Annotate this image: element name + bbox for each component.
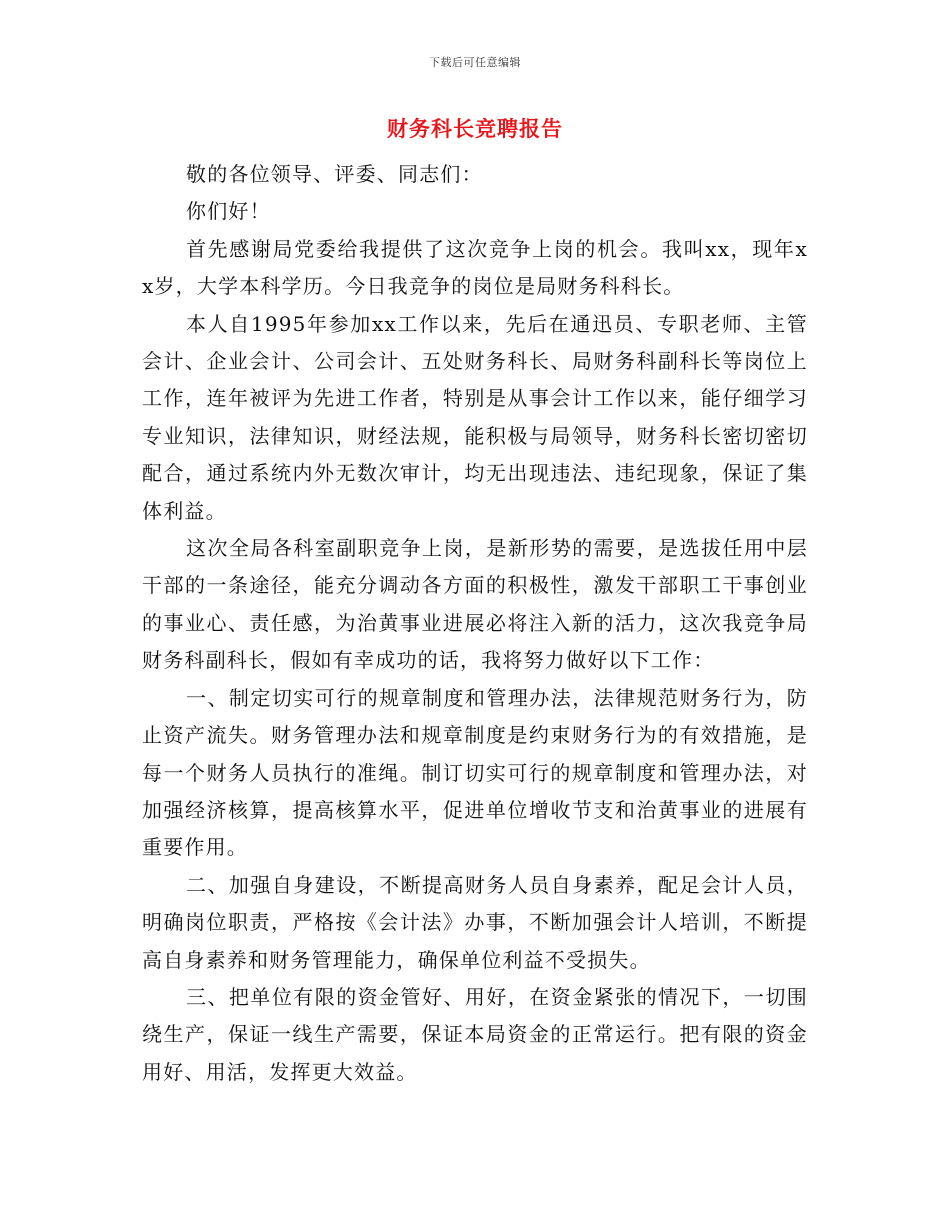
document-body <box>142 156 808 1091</box>
paragraph-plan-item-3: 三、把单位有限的资金管好、用好，在资金紧张的情况下，一切围绕生产，保证一线生产需要，保证本局资金的正常运行。把有限的资金用好、用活，发挥更大效益。 <box>142 984 808 1084</box>
paragraph-introduction: 首先感谢局党委给我提供了这次竞争上岗的机会。我叫xx，现年xx岁，大学本科学历。今日我竞争的岗位是局财务科科长。 <box>142 236 808 299</box>
document-title: 财务科长竞聘报告 <box>387 116 563 141</box>
paragraph-competition-purpose: 这次全局各科室副职竞争上岗，是新形势的需要，是选拔任用中层干部的一条途径，能充分调动各方面的积极性，激发干部职工干事创业的事业心、责任感，为治黄事业进展必将注入新的活力，这次我竞争局财务科副科长，假如有幸成功的话，我将努力做好以下工作： <box>142 536 808 673</box>
paragraph-plan-item-2: 二、加强自身建设，不断提高财务人员自身素养，配足会计人员，明确岗位职责，严格按《会计法》办事，不断加强会计人培训，不断提高自身素养和财务管理能力，确保单位利益不受损失。 <box>142 872 808 972</box>
paragraph-work-history: 本人自1995年参加xx工作以来，先后在通迅员、专职老师、主管会计、企业会计、公司会计、五处财务科长、局财务科副科长等岗位上工作，连年被评为先进工作者，特别是从事会计工作以来，能仔细学习专业知识，法律知识，财经法规，能积极与局领导，财务科长密切密切配合，通过系统内外无数次审计，均无出现违法、违纪现象，保证了集体利益。 <box>142 311 808 523</box>
header-note: 下载后可任意编辑 <box>429 56 521 69</box>
greeting: 你们好！ <box>186 199 271 224</box>
salutation: 敬的各位领导、评委、同志们： <box>186 162 483 186</box>
paragraph-plan-item-1: 一、制定切实可行的规章制度和管理办法，法律规范财务行为，防止资产流失。财务管理办法和规章制度是约束财务行为的有效措施，是每一个财务人员执行的准绳。制订切实可行的规章制度和管理办法，对加强经济核算，提高核算水平，促进单位增收节支和治黄事业的进展有重要作用。 <box>142 685 808 860</box>
